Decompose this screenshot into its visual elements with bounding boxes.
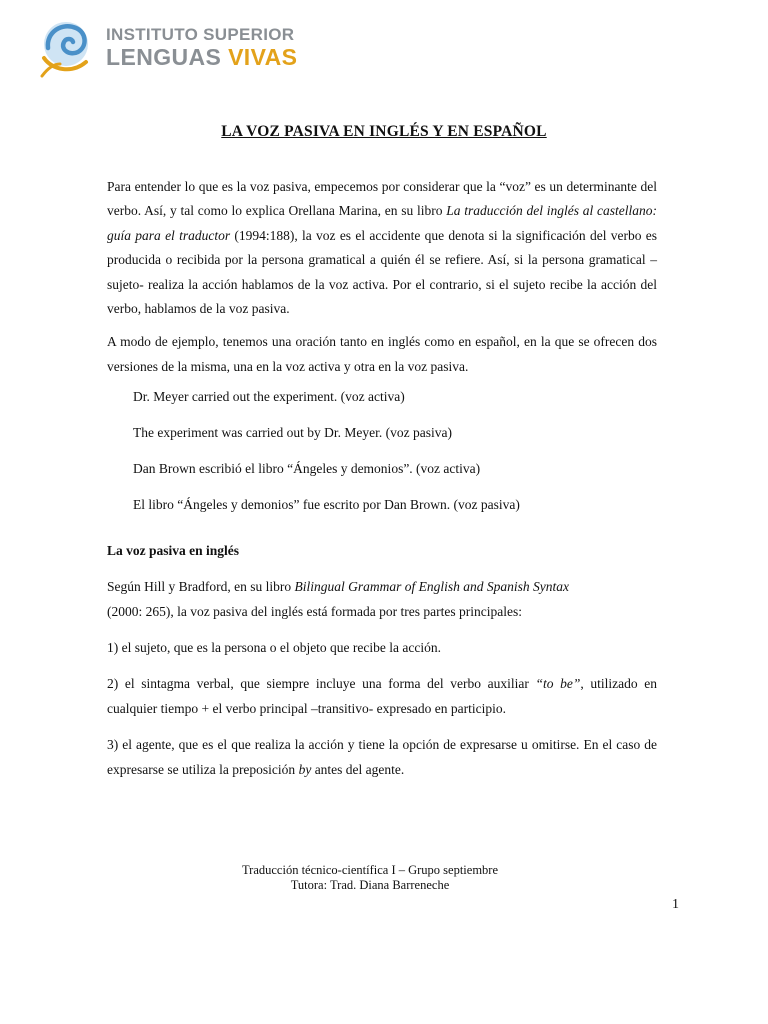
item3-text-b: antes del agente. [311,761,405,777]
logo-word-lenguas: LENGUAS [106,44,222,70]
list-item-2 [107,672,657,721]
example-2: The experiment was carried out by Dr. Meyer. (voz pasiva) [133,425,453,441]
document-body [107,175,657,782]
p1-text-a: Para entender lo que es la voz pasiva, empecemos por considerar que la “voz” es un determinante del verbo. Así, y tal como lo explica Orellana Marina, en su libro [107,179,657,219]
institute-logo [38,18,298,80]
example-3: Dan Brown escribió el libro “Ángeles y demonios”. (voz activa) [133,461,481,477]
p3-book-title: Bilingual Grammar of English and Spanish Syntax [294,579,569,595]
section-paragraph [107,575,657,624]
item2-text-a: 2) el sintagma verbal, que siempre incluye una forma del verbo auxiliar [107,676,536,692]
logo-swirl-icon [38,18,100,80]
item3-text-a: 3) el agente, que es el que realiza la acción y tiene la opción de expresarse u omitirse. En el caso de expresarse se utiliza la preposición [107,737,657,777]
p3-text-a: Según Hill y Bradford, en su libro [107,579,295,595]
logo-word-vivas: VIVAS [228,44,298,70]
item2-text-b: , utilizado en cualquier tiempo + el verbo principal –transitivo- expresado en participio. [107,676,657,716]
logo-text-line2 [106,44,297,71]
intro-paragraph-1 [107,175,657,321]
p1-text-b: (1994:188), la voz es el accidente que denota si la significación del verbo es producida o recibida por la persona gramatical a quién él se refiere. Así, si la persona gramatical –sujeto- realiza la acción hablamos de la voz activa. Por el contrario, si el sujeto recibe la acción del verbo, hablamos de la voz pasiva. [107,227,657,317]
item3-by: by [298,761,312,777]
footer-tutor: Tutora: Trad. Diana Barreneche [290,878,450,892]
logo-text-line1: INSTITUTO SUPERIOR [106,25,295,44]
item2-to-be: “to be” [535,676,581,692]
section-heading: La voz pasiva en inglés [107,543,240,559]
intro-paragraph-2: A modo de ejemplo, tenemos una oración tanto en inglés como en español, en la que se ofrecen dos versiones de la misma, una en la voz activa y otra en la voz pasiva. [107,334,657,374]
example-4: El libro “Ángeles y demonios” fue escrito por Dan Brown. (voz pasiva) [133,497,520,513]
example-1: Dr. Meyer carried out the experiment. (voz activa) [133,389,405,405]
document-title: LA VOZ PASIVA EN INGLÉS Y EN ESPAÑOL [221,123,547,140]
page-number: 1 [672,897,679,912]
list-item-3 [107,733,657,782]
footer-course: Traducción técnico-científica I – Grupo septiembre [241,863,499,877]
p1-book-title: La traducción del inglés al castellano: guía para el traductor [107,203,657,243]
page-footer [0,863,740,893]
list-item-1: 1) el sujeto, que es la persona o el objeto que recibe la acción. [107,640,441,656]
p3-text-b: (2000: 265), la voz pasiva del inglés está formada por tres partes principales: [107,603,522,619]
